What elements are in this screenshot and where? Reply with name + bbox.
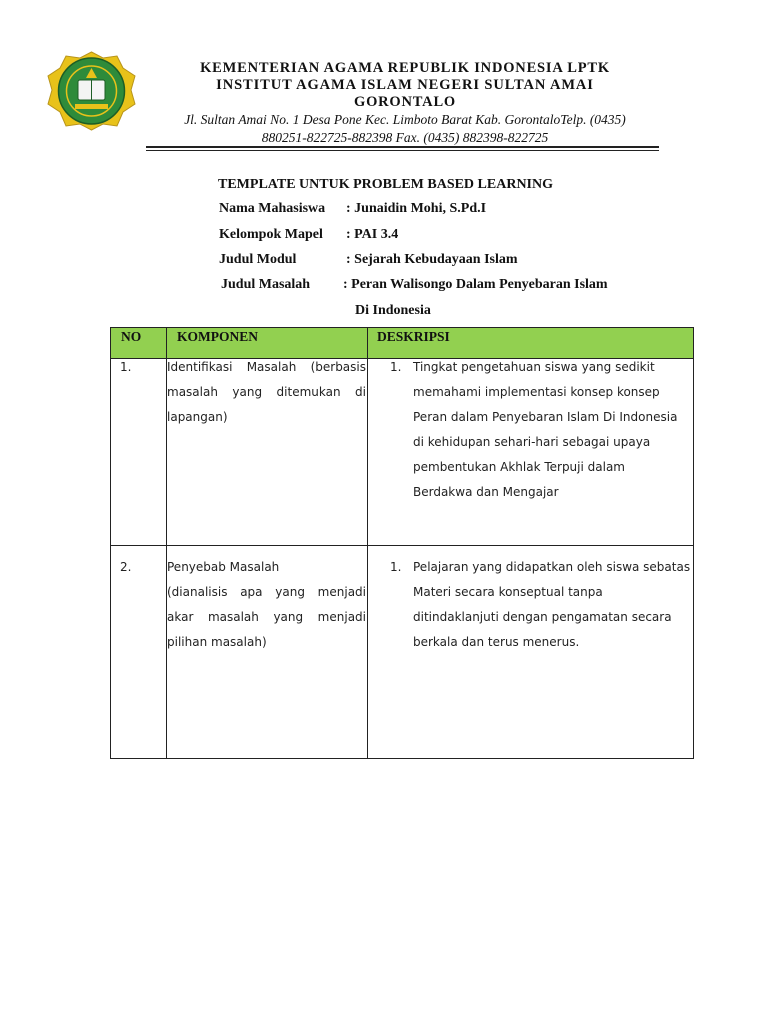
komponen-line: (dianalisis apa yang menjadi (167, 585, 366, 599)
deskripsi-line: Tingkat pengetahuan siswa yang sedikit (413, 360, 655, 374)
komponen-line: akar masalah yang menjadi (167, 610, 366, 624)
deskripsi-line: pembentukan Akhlak Terpuji dalam (413, 460, 625, 474)
deskripsi-cell (413, 555, 693, 655)
komponen-line: lapangan) (167, 410, 228, 424)
header-deskripsi: DESKRIPSI (377, 329, 450, 344)
field-label-nama: Nama Mahasiswa (219, 201, 326, 216)
field-label-modul: Judul Modul (219, 252, 297, 267)
field-label-masalah: Judul Masalah (221, 277, 311, 292)
header-komponen: KOMPONEN (177, 329, 258, 344)
field-value-nama: : Junaidin Mohi, S.Pd.I (346, 201, 487, 216)
pbl-table (110, 327, 694, 759)
deskripsi-cell (413, 355, 693, 505)
komponen-cell (167, 555, 366, 655)
deskripsi-line: Peran dalam Penyebaran Islam Di Indonesia (413, 410, 678, 424)
header-divider-thin (146, 150, 659, 151)
column-divider (367, 328, 368, 758)
row-number: 2. (120, 560, 132, 574)
institute-name: INSTITUT AGAMA ISLAM NEGERI SULTAN AMAI (216, 77, 594, 93)
field-value-masalah-cont: Di Indonesia (355, 303, 431, 318)
deskripsi-line: Materi secara konseptual tanpa (413, 585, 603, 599)
deskripsi-line: Pelajaran yang didapatkan oleh siswa sebatas (413, 560, 691, 574)
description-number: 1. (390, 560, 402, 574)
field-value-kelompok: : PAI 3.4 (346, 227, 399, 242)
document-title: TEMPLATE UNTUK PROBLEM BASED LEARNING (218, 177, 554, 192)
institute-address (140, 111, 670, 147)
ministry-name: KEMENTERIAN AGAMA REPUBLIK INDONESIA LPTK (200, 60, 610, 76)
komponen-line: masalah yang ditemukan di (167, 385, 366, 399)
description-number: 1. (390, 360, 402, 374)
row-divider (111, 545, 693, 546)
deskripsi-line: Berdakwa dan Mengajar (413, 485, 559, 499)
komponen-line: Penyebab Masalah (167, 560, 280, 574)
komponen-cell (167, 355, 366, 430)
field-value-modul: : Sejarah Kebudayaan Islam (346, 252, 518, 267)
field-value-masalah: : Peran Walisongo Dalam Penyebaran Islam (343, 277, 608, 292)
field-label-kelompok: Kelompok Mapel (219, 227, 323, 242)
address-line-1: Jl. Sultan Amai No. 1 Desa Pone Kec. Limboto Barat Kab. GorontaloTelp. (0435) (184, 112, 626, 127)
row-number: 1. (120, 360, 132, 374)
address-line-2: 880251-822725-882398 Fax. (0435) 882398-822725 (261, 130, 549, 145)
institute-city: GORONTALO (354, 94, 456, 110)
deskripsi-line: ditindaklanjuti dengan pengamatan secara (413, 610, 672, 624)
deskripsi-line: di kehidupan sehari-hari sebagai upaya (413, 435, 651, 449)
header-divider-thick (146, 146, 659, 148)
komponen-line: pilihan masalah) (167, 635, 267, 649)
komponen-line: Identifikasi Masalah (berbasis (167, 360, 366, 374)
deskripsi-line: memahami implementasi konsep konsep (413, 385, 660, 399)
deskripsi-line: berkala dan terus menerus. (413, 635, 580, 649)
university-seal-icon (45, 50, 138, 132)
header-no: NO (121, 329, 142, 344)
